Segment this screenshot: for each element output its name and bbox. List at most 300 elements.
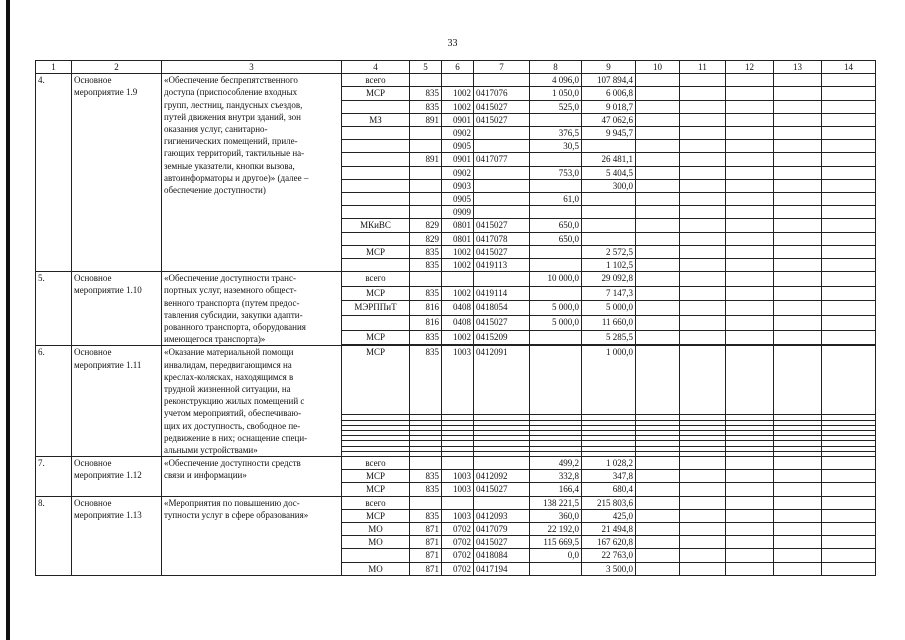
empty-col12-cell (726, 549, 774, 562)
amount-col8-cell: 61,0 (530, 193, 582, 206)
event-name-line: Основное (74, 273, 112, 284)
empty-col11-cell (680, 496, 726, 509)
empty-col14-cell (822, 179, 876, 192)
empty-col11-cell (680, 113, 726, 126)
empty-col11-cell (680, 316, 726, 331)
target-code-cell (474, 74, 530, 87)
empty-col11-cell (680, 206, 726, 219)
empty-col11-cell (680, 523, 726, 536)
target-code-cell (474, 140, 530, 153)
empty-col13-cell (774, 219, 822, 232)
empty-col10-cell (636, 166, 680, 179)
empty-col10-cell (636, 100, 680, 113)
empty-col12-cell (726, 470, 774, 483)
amount-col9-cell: 1 028,2 (582, 457, 636, 470)
empty-col11-cell (680, 153, 726, 166)
empty-col11-cell (680, 457, 726, 470)
amount-col8-cell (530, 113, 582, 126)
empty-col14-cell (822, 74, 876, 87)
section-code-cell: 0902 (442, 127, 474, 140)
target-code-cell: 0415027 (474, 483, 530, 496)
section-number: 8. (36, 496, 72, 575)
owner-cell: всего (342, 457, 410, 470)
empty-col14-cell (822, 232, 876, 245)
section-code-cell: 0901 (442, 113, 474, 126)
event-name-line: мероприятие 1.10 (74, 285, 142, 296)
event-description-line: реконструкцию жилых помещений с (164, 396, 305, 407)
empty-col13-cell (774, 286, 822, 301)
empty-col13-cell (774, 113, 822, 126)
empty-col13-cell (774, 549, 822, 562)
event-description-line: тавления субсидии, закупки адапти- (164, 309, 303, 320)
empty-col13-cell (774, 232, 822, 245)
target-code-cell: 0415027 (474, 113, 530, 126)
empty-col11-cell (680, 562, 726, 575)
empty-col13-cell (774, 74, 822, 87)
amount-col9-cell: 2 572,5 (582, 245, 636, 258)
section-number: 6. (36, 346, 72, 457)
amount-col8-cell: 499,2 (530, 457, 582, 470)
section-code-cell: 0909 (442, 206, 474, 219)
owner-cell: всего (342, 496, 410, 509)
amount-col9-cell: 21 494,8 (582, 523, 636, 536)
section-code-cell: 0408 (442, 301, 474, 316)
empty-col10-cell (636, 301, 680, 316)
target-code-cell: 0418054 (474, 301, 530, 316)
empty-col14-cell (822, 113, 876, 126)
amount-col8-cell: 1 050,0 (530, 87, 582, 100)
owner-cell: МКиВС (342, 219, 410, 232)
event-name-line: Основное (74, 497, 112, 508)
empty-col10-cell (636, 153, 680, 166)
event-description-line: групп, лестниц, пандусных съездов, (164, 99, 303, 110)
target-code-cell (474, 193, 530, 206)
target-code-cell: 0417077 (474, 153, 530, 166)
header-cell: 4 (342, 61, 410, 74)
target-code-cell (474, 166, 530, 179)
header-cell: 11 (680, 61, 726, 74)
amount-col8-cell: 22 192,0 (530, 523, 582, 536)
amount-col8-cell (530, 330, 582, 345)
owner-cell: МСР (342, 483, 410, 496)
empty-col10-cell (636, 179, 680, 192)
empty-col12-cell (726, 509, 774, 522)
agency-code-cell: 835 (410, 259, 442, 272)
amount-col8-cell (530, 259, 582, 272)
event-description-line: альными устройствами» (164, 444, 258, 455)
empty-col10-cell (636, 286, 680, 301)
amount-col8-cell: 0,0 (530, 549, 582, 562)
table-row (36, 457, 876, 470)
empty-col12-cell (726, 536, 774, 549)
section-code-cell: 1002 (442, 87, 474, 100)
section-code-cell: 0702 (442, 536, 474, 549)
event-description-line: связи и информации» (164, 470, 247, 481)
amount-col9-cell: 347,8 (582, 470, 636, 483)
empty-col13-cell (774, 536, 822, 549)
event-description-line: обеспечение доступности) (164, 184, 266, 195)
empty-col14-cell (822, 166, 876, 179)
empty-col13-cell (774, 245, 822, 258)
owner-cell: МСР (342, 286, 410, 301)
empty-col10-cell (636, 330, 680, 345)
amount-col9-cell: 22 763,0 (582, 549, 636, 562)
event-description (162, 74, 342, 272)
empty-col12-cell (726, 346, 774, 415)
event-description-line: гигиенических помещений, приле- (164, 136, 298, 147)
event-description-line: «Обеспечение доступности транс- (164, 273, 296, 284)
amount-col8-cell (530, 286, 582, 301)
amount-col8-cell: 10 000,0 (530, 272, 582, 287)
target-code-cell: 0415027 (474, 100, 530, 113)
amount-col9-cell: 6 006,8 (582, 87, 636, 100)
target-code-cell (474, 127, 530, 140)
amount-col9-cell (582, 140, 636, 153)
empty-col13-cell (774, 206, 822, 219)
empty-col11-cell (680, 483, 726, 496)
agency-code-cell (410, 179, 442, 192)
event-name (72, 346, 162, 457)
amount-col8-cell (530, 206, 582, 219)
agency-code-cell: 835 (410, 100, 442, 113)
empty-col12-cell (726, 286, 774, 301)
target-code-cell: 0419113 (474, 259, 530, 272)
event-description (162, 457, 342, 497)
empty-col14-cell (822, 562, 876, 575)
empty-col11-cell (680, 245, 726, 258)
empty-col14-cell (822, 301, 876, 316)
section-code-cell (442, 74, 474, 87)
table-row (36, 74, 876, 87)
agency-code-cell (410, 496, 442, 509)
amount-col8-cell (530, 153, 582, 166)
amount-col8-cell: 360,0 (530, 509, 582, 522)
owner-cell (342, 316, 410, 331)
header-cell: 6 (442, 61, 474, 74)
empty-col12-cell (726, 219, 774, 232)
amount-col8-cell: 650,0 (530, 232, 582, 245)
agency-code-cell (410, 193, 442, 206)
target-code-cell: 0417078 (474, 232, 530, 245)
event-name-line: мероприятие 1.13 (74, 509, 142, 520)
empty-col13-cell (774, 301, 822, 316)
empty-col12-cell (726, 127, 774, 140)
empty-col10-cell (636, 562, 680, 575)
empty-col14-cell (822, 219, 876, 232)
empty-col11-cell (680, 330, 726, 345)
header-cell: 2 (72, 61, 162, 74)
event-description-line: портных услуг, наземного общест- (164, 285, 297, 296)
event-description-line: «Обеспечение беспрепятственного (164, 75, 298, 86)
empty-col10-cell (636, 496, 680, 509)
section-code-cell: 0905 (442, 193, 474, 206)
agency-code-cell: 835 (410, 87, 442, 100)
agency-code-cell: 871 (410, 549, 442, 562)
target-code-cell (474, 457, 530, 470)
event-name (72, 496, 162, 575)
empty-col10-cell (636, 457, 680, 470)
empty-col14-cell (822, 330, 876, 345)
header-cell: 10 (636, 61, 680, 74)
empty-col14-cell (822, 536, 876, 549)
target-code-cell: 0415209 (474, 330, 530, 345)
empty-col12-cell (726, 562, 774, 575)
amount-col8-cell (530, 346, 582, 415)
empty-col11-cell (680, 346, 726, 415)
event-description-line: щих их доступность, свободное пе- (164, 420, 301, 431)
target-code-cell: 0412093 (474, 509, 530, 522)
empty-col11-cell (680, 179, 726, 192)
owner-cell: МСР (342, 330, 410, 345)
amount-col8-cell: 115 669,5 (530, 536, 582, 549)
owner-cell: МЭРППиТ (342, 301, 410, 316)
target-code-cell: 0415027 (474, 536, 530, 549)
empty-col11-cell (680, 166, 726, 179)
event-description-line: креслах-колясках, находящимся в (164, 371, 294, 382)
agency-code-cell (410, 272, 442, 287)
empty-col11-cell (680, 219, 726, 232)
empty-col10-cell (636, 346, 680, 415)
header-cell: 7 (474, 61, 530, 74)
target-code-cell (474, 179, 530, 192)
section-code-cell: 0901 (442, 153, 474, 166)
table-row (36, 346, 876, 415)
empty-col14-cell (822, 87, 876, 100)
empty-col14-cell (822, 100, 876, 113)
empty-col10-cell (636, 206, 680, 219)
agency-code-cell (410, 457, 442, 470)
empty-col13-cell (774, 100, 822, 113)
amount-col8-cell: 753,0 (530, 166, 582, 179)
empty-col13-cell (774, 316, 822, 331)
target-code-cell: 0419114 (474, 286, 530, 301)
section-number: 5. (36, 272, 72, 346)
owner-cell (342, 179, 410, 192)
header-cell: 3 (162, 61, 342, 74)
amount-col9-cell: 5 404,5 (582, 166, 636, 179)
event-name (72, 74, 162, 272)
section-code-cell (442, 496, 474, 509)
amount-col9-cell: 680,4 (582, 483, 636, 496)
agency-code-cell: 871 (410, 523, 442, 536)
empty-col11-cell (680, 87, 726, 100)
empty-col14-cell (822, 286, 876, 301)
event-description-line: гающих территорий, тактильные на- (164, 148, 305, 159)
empty-col10-cell (636, 113, 680, 126)
event-description-line: тупности услуг в сфере образования» (164, 509, 309, 520)
empty-col14-cell (822, 140, 876, 153)
owner-cell (342, 232, 410, 245)
empty-col14-cell (822, 470, 876, 483)
empty-col14-cell (822, 523, 876, 536)
empty-col12-cell (726, 272, 774, 287)
agency-code-cell: 891 (410, 153, 442, 166)
empty-col14-cell (822, 457, 876, 470)
empty-col12-cell (726, 74, 774, 87)
owner-cell (342, 259, 410, 272)
empty-col14-cell (822, 259, 876, 272)
empty-col10-cell (636, 219, 680, 232)
empty-col13-cell (774, 272, 822, 287)
agency-code-cell (410, 127, 442, 140)
amount-col8-cell: 5 000,0 (530, 301, 582, 316)
empty-col13-cell (774, 179, 822, 192)
agency-code-cell: 871 (410, 562, 442, 575)
agency-code-cell: 891 (410, 113, 442, 126)
agency-code-cell (410, 140, 442, 153)
section-code-cell: 1003 (442, 483, 474, 496)
owner-cell (342, 100, 410, 113)
empty-col10-cell (636, 523, 680, 536)
empty-col12-cell (726, 232, 774, 245)
agency-code-cell: 835 (410, 483, 442, 496)
agency-code-cell (410, 166, 442, 179)
amount-col9-cell: 3 500,0 (582, 562, 636, 575)
event-description-line: автоинформаторы и другое)» (далее – (164, 172, 309, 183)
empty-col12-cell (726, 457, 774, 470)
section-code-cell: 0902 (442, 166, 474, 179)
header-cell: 9 (582, 61, 636, 74)
empty-col13-cell (774, 483, 822, 496)
owner-cell: МСР (342, 245, 410, 258)
empty-col14-cell (822, 193, 876, 206)
event-description (162, 346, 342, 457)
empty-col14-cell (822, 483, 876, 496)
empty-col12-cell (726, 87, 774, 100)
agency-code-cell (410, 74, 442, 87)
section-code-cell: 0801 (442, 219, 474, 232)
empty-col13-cell (774, 140, 822, 153)
event-description-line: трудной жизненной ситуации, на (164, 383, 291, 394)
agency-code-cell: 835 (410, 245, 442, 258)
amount-col8-cell: 138 221,5 (530, 496, 582, 509)
empty-col11-cell (680, 140, 726, 153)
empty-col11-cell (680, 232, 726, 245)
owner-cell (342, 549, 410, 562)
target-code-cell: 0415027 (474, 219, 530, 232)
empty-col11-cell (680, 100, 726, 113)
section-code-cell: 1003 (442, 346, 474, 415)
event-name-line: Основное (74, 458, 112, 469)
empty-col10-cell (636, 272, 680, 287)
target-code-cell (474, 496, 530, 509)
empty-col11-cell (680, 509, 726, 522)
header-cell: 1 (36, 61, 72, 74)
empty-col11-cell (680, 286, 726, 301)
agency-code-cell: 835 (410, 470, 442, 483)
target-code-cell (474, 206, 530, 219)
table-row (36, 272, 876, 287)
empty-col13-cell (774, 562, 822, 575)
budget-table (35, 60, 876, 576)
amount-col9-cell: 11 660,0 (582, 316, 636, 331)
empty-col13-cell (774, 523, 822, 536)
amount-col9-cell: 107 894,4 (582, 74, 636, 87)
empty-col10-cell (636, 193, 680, 206)
event-description-line: учетом мероприятий, обеспечиваю- (164, 408, 302, 419)
empty-col14-cell (822, 272, 876, 287)
empty-col12-cell (726, 193, 774, 206)
section-code-cell: 0408 (442, 316, 474, 331)
amount-col8-cell: 332,8 (530, 470, 582, 483)
empty-col10-cell (636, 232, 680, 245)
event-name-line: Основное (74, 75, 112, 86)
section-code-cell: 0702 (442, 549, 474, 562)
table-row (36, 496, 876, 509)
target-code-cell: 0418084 (474, 549, 530, 562)
header-cell: 13 (774, 61, 822, 74)
empty-col13-cell (774, 509, 822, 522)
page-number: 33 (447, 38, 458, 49)
empty-col13-cell (774, 153, 822, 166)
event-name-line: мероприятие 1.12 (74, 470, 142, 481)
amount-col8-cell: 376,5 (530, 127, 582, 140)
empty-col12-cell (726, 140, 774, 153)
agency-code-cell: 835 (410, 330, 442, 345)
event-description-line: доступа (приспособление входных (164, 87, 298, 98)
section-code-cell: 1002 (442, 100, 474, 113)
empty-col10-cell (636, 259, 680, 272)
section-code-cell (442, 457, 474, 470)
empty-col11-cell (680, 301, 726, 316)
empty-col14-cell (822, 245, 876, 258)
amount-col8-cell: 5 000,0 (530, 316, 582, 331)
empty-col10-cell (636, 483, 680, 496)
amount-col8-cell (530, 179, 582, 192)
event-description-line: «Мероприятия по повышению дос- (164, 497, 300, 508)
empty-col12-cell (726, 100, 774, 113)
event-description-line: путей движения внутри зданий, зон (164, 111, 301, 122)
amount-col8-cell (530, 562, 582, 575)
event-description-line: венного транспорта (путем предос- (164, 297, 300, 308)
owner-cell (342, 153, 410, 166)
event-description-line: редвижение в них; оснащение специ- (164, 432, 308, 443)
header-cell: 14 (822, 61, 876, 74)
section-code-cell: 1003 (442, 509, 474, 522)
target-code-cell: 0417076 (474, 87, 530, 100)
amount-col9-cell: 47 062,6 (582, 113, 636, 126)
agency-code-cell: 835 (410, 509, 442, 522)
empty-col11-cell (680, 127, 726, 140)
section-code-cell (442, 272, 474, 287)
empty-col13-cell (774, 330, 822, 345)
owner-cell: МСР (342, 87, 410, 100)
section-code-cell: 0801 (442, 232, 474, 245)
amount-col8-cell: 166,4 (530, 483, 582, 496)
empty-col12-cell (726, 179, 774, 192)
amount-col8-cell: 525,0 (530, 100, 582, 113)
agency-code-cell: 871 (410, 536, 442, 549)
empty-col13-cell (774, 166, 822, 179)
owner-cell (342, 206, 410, 219)
header-cell: 5 (410, 61, 442, 74)
amount-col9-cell: 7 147,3 (582, 286, 636, 301)
amount-col9-cell: 5 285,5 (582, 330, 636, 345)
section-code-cell: 1003 (442, 470, 474, 483)
section-code-cell: 0903 (442, 179, 474, 192)
empty-col13-cell (774, 87, 822, 100)
event-name (72, 272, 162, 346)
empty-col10-cell (636, 140, 680, 153)
empty-col11-cell (680, 470, 726, 483)
amount-col9-cell: 5 000,0 (582, 301, 636, 316)
event-description-line: имеющегося транспорта)» (164, 334, 266, 345)
owner-cell (342, 166, 410, 179)
agency-code-cell: 816 (410, 316, 442, 331)
section-code-cell: 1002 (442, 259, 474, 272)
agency-code-cell: 835 (410, 286, 442, 301)
amount-col9-cell: 26 481,1 (582, 153, 636, 166)
